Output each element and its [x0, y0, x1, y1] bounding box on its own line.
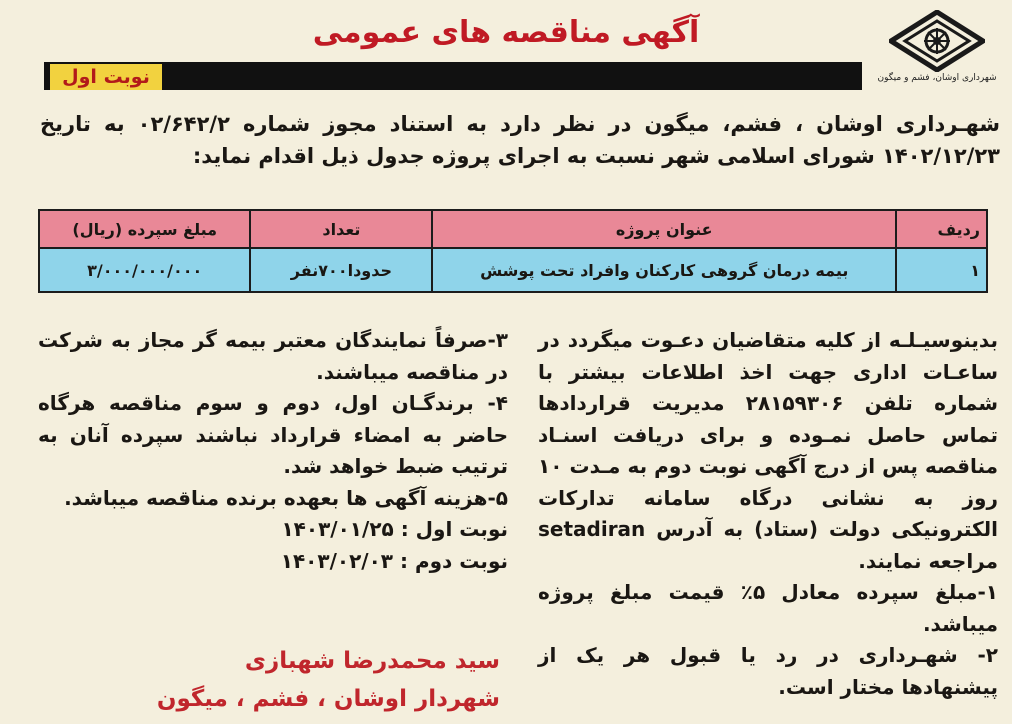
second-round-date: نوبت دوم : ۱۴۰۳/۰۲/۰۳	[280, 548, 508, 573]
header-row-number: ردیف	[896, 210, 987, 248]
condition-4: ۴- برندگـان اول، دوم و سوم مناقصه هرگاه حاضر به امضاء قرارداد نباشند سپرده آنان به ترتیب ضبط خواهد شد.	[38, 391, 508, 478]
condition-2: ۲- شهـرداری در رد یا قبول هر یک از پیشنهادها مختار است.	[538, 643, 998, 699]
invitation-paragraph: بدینوسیـلـه از کلیه متقاضیان دعـوت میگردد در ساعـات اداری جهت اخذ اطلاعات بیشتر با شماره تلفن ۲۸۱۵۹۳۰۶ مدیریت قراردادها تماس حاصل نمـوده و برای دریافت اسنـاد مناقصه پس از درج آگهی نوبت دوم به مـدت ۱۰ روز به نشانی درگاه سامانه تدارکات الکترونیکی دولت (ستاد) به آدرس setadiran مراجعه نمایند.	[538, 328, 998, 573]
municipality-logo	[872, 10, 1002, 96]
cell-deposit-amount: ۳/۰۰۰/۰۰۰/۰۰۰	[39, 248, 250, 292]
notice-title: آگهی مناقصه های عمومی	[312, 15, 700, 50]
logo-caption: شهرداری اوشان، فشم و میگون	[877, 73, 997, 83]
cell-project-title: بیمه درمان گروهی کارکنان وافراد تحت پوشش	[432, 248, 896, 292]
municipality-emblem-icon	[872, 10, 1002, 72]
project-table	[38, 209, 988, 293]
header-band	[44, 62, 862, 90]
condition-5: ۵-هزینه آگهی ها بعهده برنده مناقصه میباشد.	[64, 485, 508, 510]
left-column	[38, 325, 508, 577]
round-label: نوبت اول	[50, 64, 162, 90]
signer-title: شهردار اوشان ، فشم ، میگون	[156, 686, 500, 712]
signer-name: سید محمدرضا شهبازی	[244, 648, 500, 674]
first-round-date: نوبت اول : ۱۴۰۳/۰۱/۲۵	[281, 517, 508, 541]
cell-row-number: ۱	[896, 248, 987, 292]
header-deposit-amount: مبلغ سپرده (ریال)	[39, 210, 250, 248]
right-column	[538, 325, 998, 703]
intro-paragraph: شهـرداری اوشان ، فشم، میگون در نظر دارد به استناد مجوز شماره ۰۲/۶۴۲/۲ به تاریخ ۱۴۰۲/۱۲/۲۳ شورای اسلامی شهر نسبت به اجرای پروژه جدول ذیل اقدام نماید:	[40, 112, 1000, 168]
table-row	[39, 248, 987, 292]
table-header-row	[39, 210, 987, 248]
header-quantity: تعداد	[250, 210, 432, 248]
cell-quantity: حدودا۷۰۰نفر	[250, 248, 432, 292]
condition-3: ۳-صرفاً نمایندگان معتبر بیمه گر مجاز به شرکت در مناقصه میباشند.	[38, 328, 508, 384]
header-project-title: عنوان پروژه	[432, 210, 896, 248]
condition-1: ۱-مبلغ سپرده معادل ۵٪ قیمت مبلغ پروژه میباشد.	[538, 580, 998, 636]
